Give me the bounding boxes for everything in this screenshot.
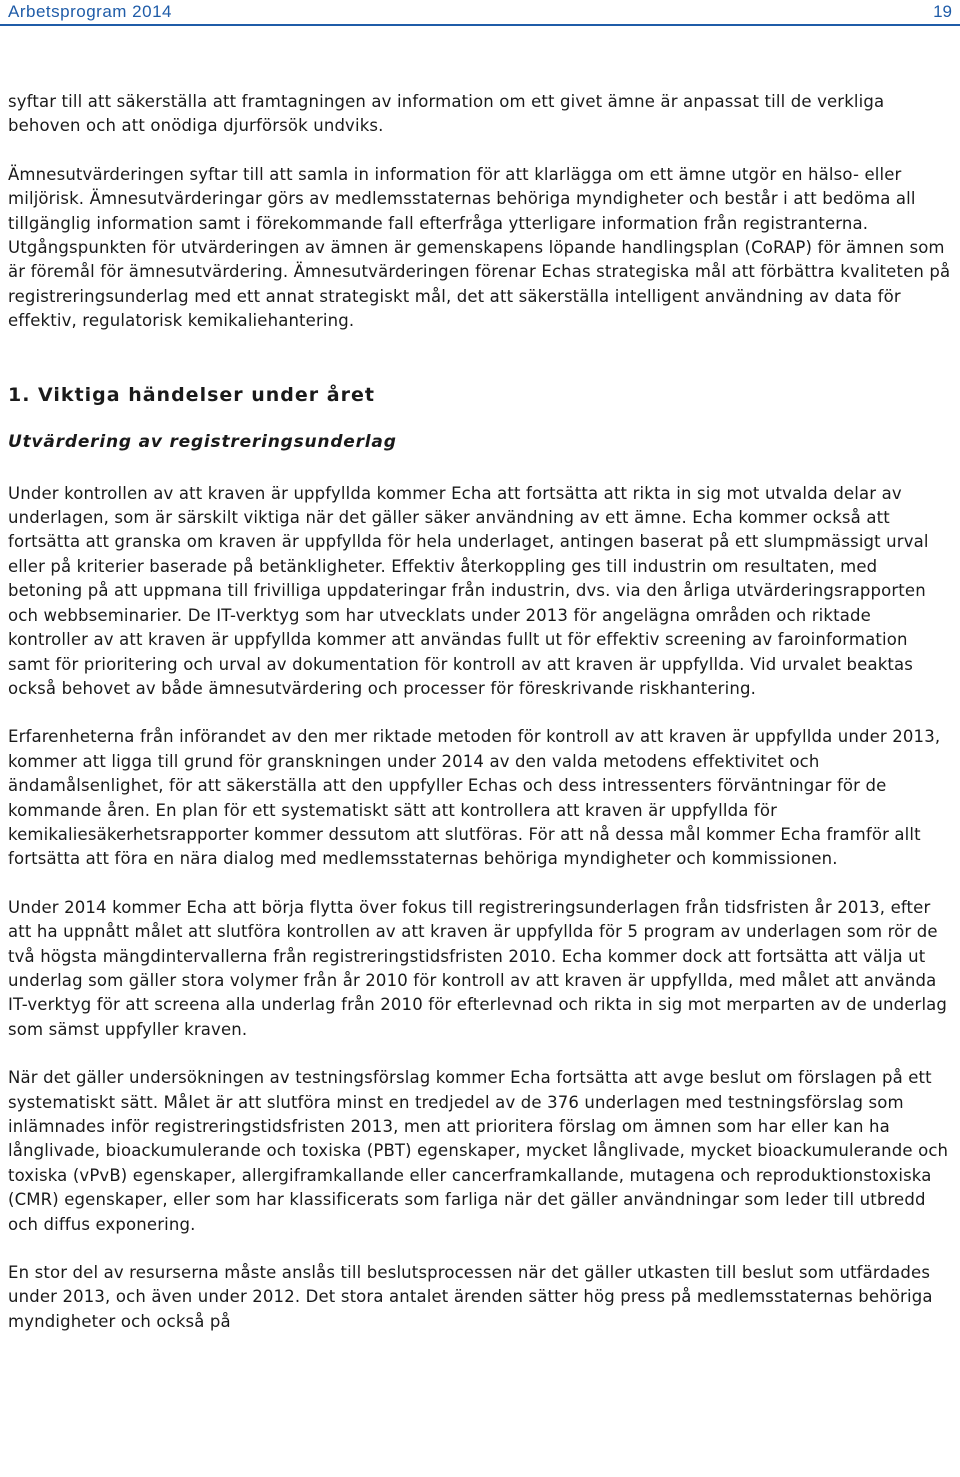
document-body	[8, 90, 953, 1334]
body-paragraph: Erfarenheterna från införandet av den mer riktade metoden för kontroll av att kraven är uppfyllda under 2013, kommer att ligga till grund för granskningen under 2014 av den valda metodens effektivitet och ändamålsenlighet, för att säkerställa att den uppfyller Echas och dess intressenters förväntningar för de kommande åren. En plan för ett systematiskt sätt att kontrollera att kraven är uppfyllda för kemikaliesäkerhetsrapporter kommer dessutom att slutföras. För att nå dessa mål kommer Echa framför allt fortsätta att föra en nära dialog med medlemsstaternas behöriga myndigheter och kommissionen.	[8, 727, 941, 869]
body-paragraph: Under kontrollen av att kraven är uppfyllda kommer Echa att fortsätta att rikta in sig mot utvalda delar av underlagen, som är särskilt viktiga när det gäller säker användning av ett ämne. Echa kommer också att fortsätta att granska om kraven är uppfyllda för hela underlaget, antingen baserat på ett slumpmässigt urval eller på kriterier baserade på betänkligheter. Effektiv återkoppling ges till industrin om resultaten, med betoning på att uppmana till frivilliga uppdateringar från industrin, dvs. via den årliga utvärderingsrapporten och webbseminarier. De IT-verktyg som har utvecklats under 2013 för angelägna områden och riktade kontroller av att kraven är uppfyllda kommer att användas fullt ut för effektiv screening av faroinformation samt för prioritering och urval av dokumentation för kontroll av att kraven är uppfyllda. Vid urvalet beaktas också behovet av både ämnesutvärdering och processer för föreskrivande riskhantering.	[8, 483, 929, 698]
intro-paragraph-2: Ämnesutvärderingen syftar till att samla in information för att klarlägga om ett ämne utgör en hälso- eller miljörisk. Ämnesutvärderingar görs av medlemsstaternas behöriga myndigheter och består i att bedöma all tillgänglig information samt i förekommande fall efterfråga ytterligare information från registranterna. Utgångspunkten för utvärderingen av ämnen är gemenskapens löpande handlingsplan (CoRAP) för ämnen som är föremål för ämnesutvärdering. Ämnesutvärderingen förenar Echas strategiska mål att förbättra kvaliteten på registreringsunderlag med ett annat strategiskt mål, det att säkerställa intelligent användning av data för effektiv, regulatorisk kemikaliehantering.	[8, 164, 951, 331]
intro-paragraph-1: syftar till att säkerställa att framtagningen av information om ett givet ämne är anpassat till de verkliga behoven och att onödiga djurförsök undviks.	[8, 92, 885, 136]
body-paragraph: En stor del av resurserna måste anslås till beslutsprocessen när det gäller utkasten till beslut som utfärdades under 2013, och även under 2012. Det stora antalet ärenden sätter hög press på medlemsstaternas behöriga myndigheter och också på	[8, 1263, 933, 1331]
page-number: 19	[933, 2, 952, 21]
body-paragraph: Under 2014 kommer Echa att börja flytta över fokus till registreringsunderlagen från tidsfristen år 2013, efter att ha uppnått målet att slutföra kontrollen av att kraven är uppfyllda för 5 program av underlagen som rör de två högsta mängdintervallerna från registreringstidsfristen 2010. Echa kommer dock att fortsätta att välja ut underlag som gäller stora volymer från år 2010 för kontroll av att kraven är uppfyllda, med målet att använda IT-verktyg för att screena alla underlag från 2010 för efterlevnad och rikta in sig mot merparten av de underlag som sämst uppfyller kraven.	[8, 897, 948, 1039]
document-title: Arbetsprogram 2014	[8, 2, 172, 21]
body-paragraph: När det gäller undersökningen av testningsförslag kommer Echa fortsätta att avge beslut om förslagen på ett systematiskt sätt. Målet är att slutföra minst en tredjedel av de 376 underlagen med testningsförslag som inlämnades inför registreringstidsfristen 2013, men att prioritera förslag om ämnen som har eller kan ha långlivade, bioackumulerande och toxiska (PBT) egenskaper, mycket långlivade, mycket bioackumulerande och toxiska (vPvB) egenskaper, allergiframkallande eller cancerframkallande, mutagena och reproduktionstoxiska (CMR) egenskaper, eller som har klassificerats som farliga när det gäller användningar som leder till utbredd och diffus exponering.	[8, 1068, 949, 1234]
section-subheading: Utvärdering av registreringsunderlag	[8, 431, 397, 452]
page-header	[0, 0, 960, 26]
section-heading: 1. Viktiga händelser under året	[8, 383, 375, 406]
